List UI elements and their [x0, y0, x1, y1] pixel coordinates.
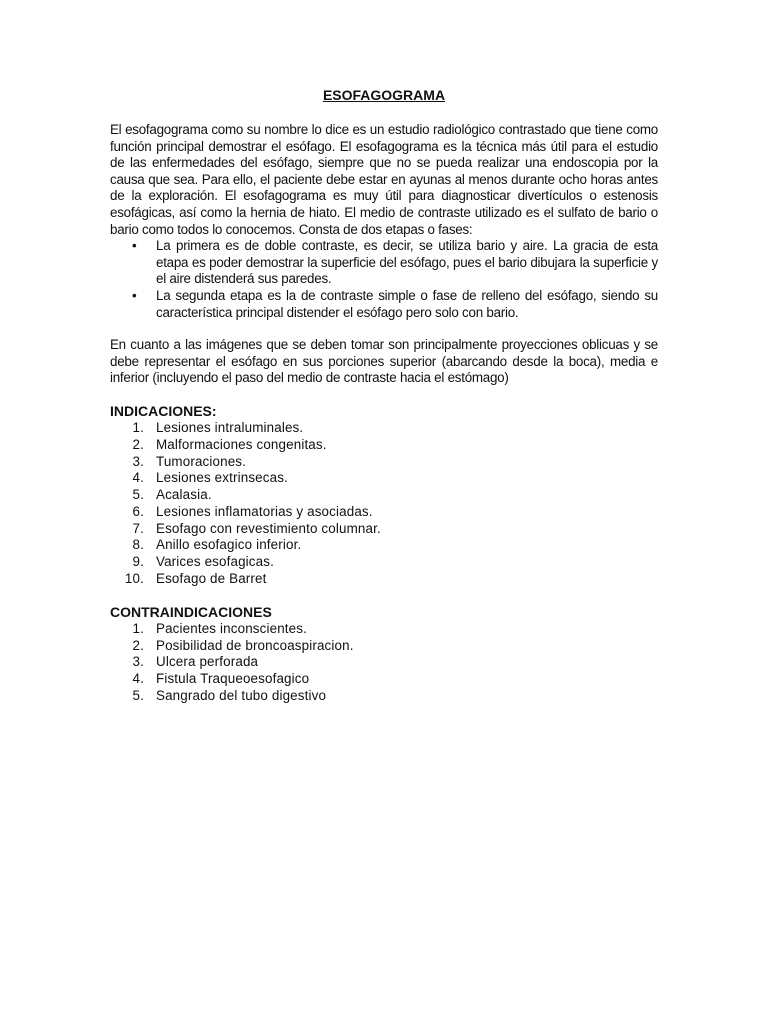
- item-text: Sangrado del tubo digestivo: [156, 688, 327, 704]
- item-number: 2.: [132, 637, 144, 653]
- item-number: 7.: [132, 520, 144, 536]
- item-text: Ulcera perforada: [156, 654, 259, 670]
- item-number: 8.: [132, 537, 144, 553]
- phase-text: La primera es de doble contraste, es decir, se utiliza bario y aire. La gracia de esta etapa es poder demostrar la superficie del esófago, pues el bario dibujara la superficie y el aire distenderá sus paredes.: [156, 238, 658, 287]
- list-item: [110, 654, 658, 671]
- item-number: 1.: [132, 620, 144, 636]
- list-item: [110, 420, 658, 437]
- item-number: 5.: [132, 487, 144, 503]
- indicaciones-heading: INDICACIONES:: [110, 402, 217, 419]
- item-number: 3.: [132, 453, 144, 469]
- list-item: [110, 487, 658, 504]
- item-text: Lesiones extrinsecas.: [156, 470, 288, 486]
- document-title: ESOFAGOGRAMA: [322, 87, 446, 103]
- item-text: Tumoraciones.: [156, 453, 247, 469]
- item-text: Lesiones intraluminales.: [156, 419, 304, 435]
- bullet-icon: •: [132, 238, 137, 254]
- item-number: 10.: [124, 571, 144, 587]
- phase-item: [110, 238, 658, 288]
- item-text: Posibilidad de broncoaspiracion.: [156, 637, 354, 653]
- list-item: [110, 470, 658, 487]
- list-item: [110, 638, 658, 655]
- item-number: 4.: [132, 470, 144, 486]
- item-text: Esofago con revestimiento columnar.: [156, 520, 381, 536]
- item-text: Lesiones inflamatorias y asociadas.: [156, 503, 373, 519]
- spacer: [110, 321, 658, 337]
- list-item: [110, 671, 658, 688]
- spacer: [110, 588, 658, 604]
- item-number: 1.: [132, 419, 144, 435]
- item-text: Anillo esofagico inferior.: [156, 537, 302, 553]
- contraindicaciones-list: [110, 621, 658, 705]
- list-item: [110, 454, 658, 471]
- list-item: [110, 504, 658, 521]
- list-item: [110, 437, 658, 454]
- item-number: 5.: [132, 688, 144, 704]
- item-text: Malformaciones congenitas.: [156, 436, 327, 452]
- item-number: 3.: [132, 654, 144, 670]
- list-item: [110, 621, 658, 638]
- list-item: [110, 554, 658, 571]
- phases-list: [110, 238, 658, 321]
- item-text: Varices esofagicas.: [156, 554, 274, 570]
- list-item: [110, 571, 658, 588]
- item-text: Esofago de Barret: [156, 571, 267, 587]
- item-number: 9.: [132, 554, 144, 570]
- intro-paragraph: El esofagograma como su nombre lo dice es un estudio radiológico contrastado que tiene como función principal demostrar el esófago. El esofagograma es la técnica más útil para el estudio de las enfermedades del esófago, siempre que no se pueda realizar una endoscopia por la causa que sea. Para ello, el paciente debe estar en ayunas al menos durante ocho horas antes de la exploración. El esofagograma es muy útil para diagnosticar divertículos o estenosis esofágicas, así como la hernia de hiato. El medio de contraste utilizado es el sulfato de bario o bario como todos lo conocemos. Consta de dos etapas o fases:: [110, 122, 658, 237]
- document-content: [110, 86, 658, 705]
- list-item: [110, 537, 658, 554]
- item-text: Fistula Traqueoesofagico: [156, 671, 310, 687]
- item-text: Pacientes inconscientes.: [156, 620, 307, 636]
- item-number: 2.: [132, 436, 144, 452]
- list-item: [110, 521, 658, 538]
- indicaciones-list: [110, 420, 658, 588]
- list-item: [110, 688, 658, 705]
- item-text: Acalasia.: [156, 487, 212, 503]
- images-paragraph: En cuanto a las imágenes que se deben tomar son principalmente proyecciones oblicuas y se debe representar el esófago en sus porciones superior (abarcando desde la boca), media e inferior (incluyendo el paso del medio de contraste hacia el estómago): [110, 337, 658, 386]
- item-number: 4.: [132, 671, 144, 687]
- spacer: [110, 387, 658, 403]
- bullet-icon: •: [132, 287, 137, 303]
- item-number: 6.: [132, 503, 144, 519]
- contraindicaciones-heading: CONTRAINDICACIONES: [110, 603, 272, 620]
- phase-text: La segunda etapa es la de contraste simple o fase de relleno del esófago, siendo su característica principal distender el esófago pero solo con bario.: [156, 287, 658, 320]
- phase-item: [110, 288, 658, 321]
